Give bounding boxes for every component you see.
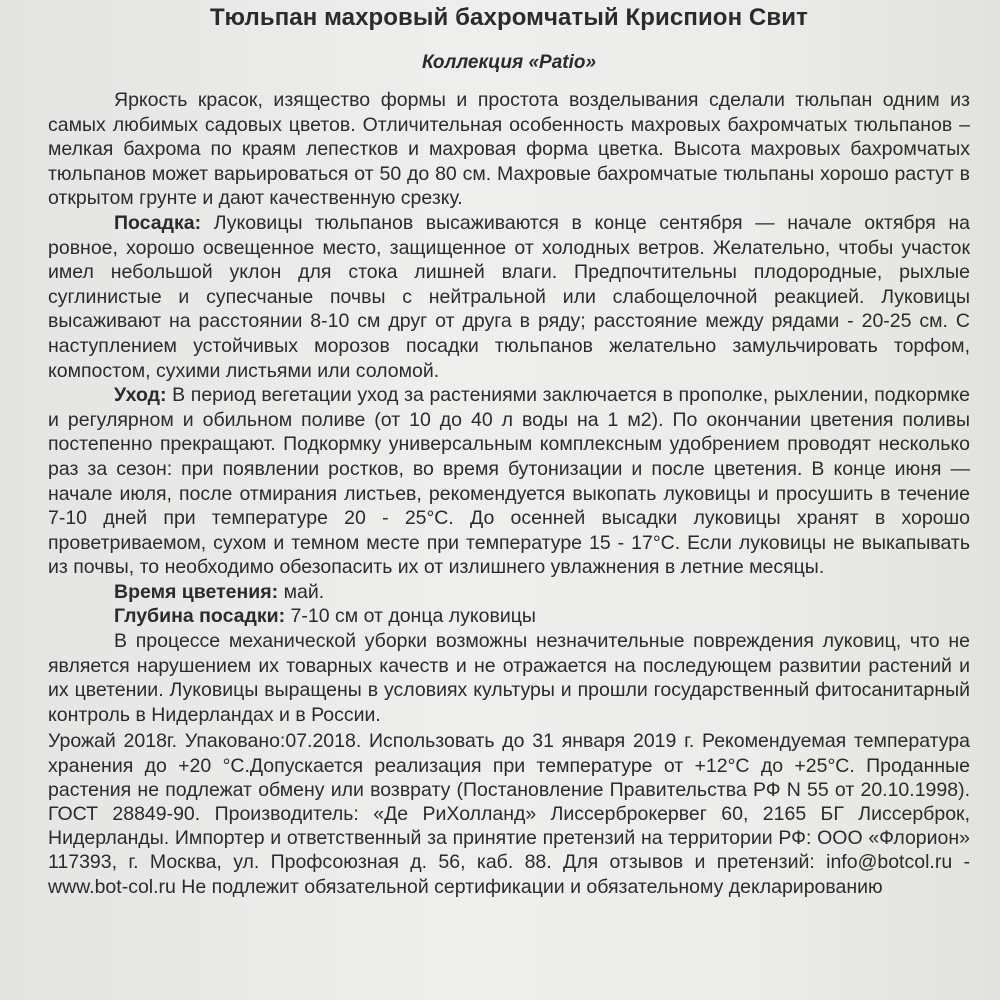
planting-depth-label: Глубина посадки:: [114, 605, 286, 628]
care-label: Уход:: [114, 384, 167, 407]
planting-depth-value: 7-10 см от донца луковицы: [285, 605, 536, 628]
bloom-time-value: май.: [278, 580, 325, 603]
care-text: В период вегетации уход за растениями заключается в прополке, рыхлении, подкормке и регулярном и обильном поливе (от 10 до 40 л воды на 1 м2). По окончании цветения поливы постепенно прекращают. Подкормку универсальным комплексным удобрением проводят несколько раз за сезон: при появлении ростков, во время бутонизации и после цветения. В конце июня — начале июля, после отмирания листьев, рекомендуется выкопать луковицы и просушить в течение 7-10 дней при температуре 20 - 25°С. До осенней высадки луковицы хранят в хорошо проветриваемом, сухом и темном месте при температуре 15 - 17°С. Если луковицы не выкапывать из почвы, то необходимо обезопасить их от излишнего увлажнения в летние месяцы.: [48, 384, 970, 579]
planting-text: Луковицы тюльпанов высаживаются в конце сентября — начале октября на ровное, хорошо освещенное место, защищенное от холодных ветров. Желательно, чтобы участок имел небольшой уклон для стока лишней влаги. Предпочтительны плодородные, рыхлые суглинистые и супесчаные почвы с нейтральной или слабощелочной реакцией. Луковицы высаживают на расстоянии 8-10 см друг от друга в ряду; расстояние между рядами - 20-25 см. С наступлением устойчивых морозов посадки тюльпанов желательно замульчировать торфом, компостом, сухими листьями или соломой.: [48, 211, 970, 382]
planting-section: [48, 211, 970, 383]
document-body: [48, 76, 970, 899]
legal-info-paragraph: Урожай 2018г. Упаковано:07.2018. Использовать до 31 января 2019 г. Рекомендуемая температура хранения до +20 °С.Допускается реализация при температуре от +12°С до +25°С. Проданные растения не подлежат обмену или возврату (Постановление Правительства РФ N 55 от 20.10.1998). ГОСТ 28849-90. Производитель: «Де РиХолланд» Лиссерброкервег 60, 2165 БГ Лиссерброк, Нидерланды. Импортер и ответственный за принятие претензий на территории РФ: ООО «Флорион» 117393, г. Москва, ул. Профсоюзная д. 56, каб. 88. Для отзывов и претензий: info@botcol.ru - www.bot-col.ru Не подлежит обязательной сертификации и обязательному декларированию: [48, 730, 970, 898]
collection-subtitle: Коллекция «Patio»: [421, 52, 597, 73]
page-title: Тюльпан махровый бахромчатый Криспион Свит: [210, 4, 808, 31]
bloom-time-label: Время цветения:: [114, 580, 279, 603]
processing-note-paragraph: В процессе механической уборки возможны незначительные повреждения луковиц, что не является нарушением их товарных качеств и не отражается на последующем развитии растений и их цветении. Луковицы выращены в условиях культуры и прошли государственный фитосанитарный контроль в Нидерландах и в России.: [48, 630, 970, 726]
care-section: [48, 383, 970, 580]
planting-depth-line: [48, 604, 970, 629]
bloom-time-line: [48, 580, 970, 605]
intro-paragraph: Яркость красок, изящество формы и простота возделывания сделали тюльпан одним из самых любимых садовых цветов. Отличительная особенность махровых бахромчатых тюльпанов – мелкая бахрома по краям лепестков и махровая форма цветка. Высота махровых бахромчатых тюльпанов может варьироваться от 50 до 80 см. Махровые бахромчатые тюльпаны хорошо растут в открытом грунте и дают качественную срезку.: [48, 89, 970, 210]
planting-label: Посадка:: [114, 211, 202, 234]
